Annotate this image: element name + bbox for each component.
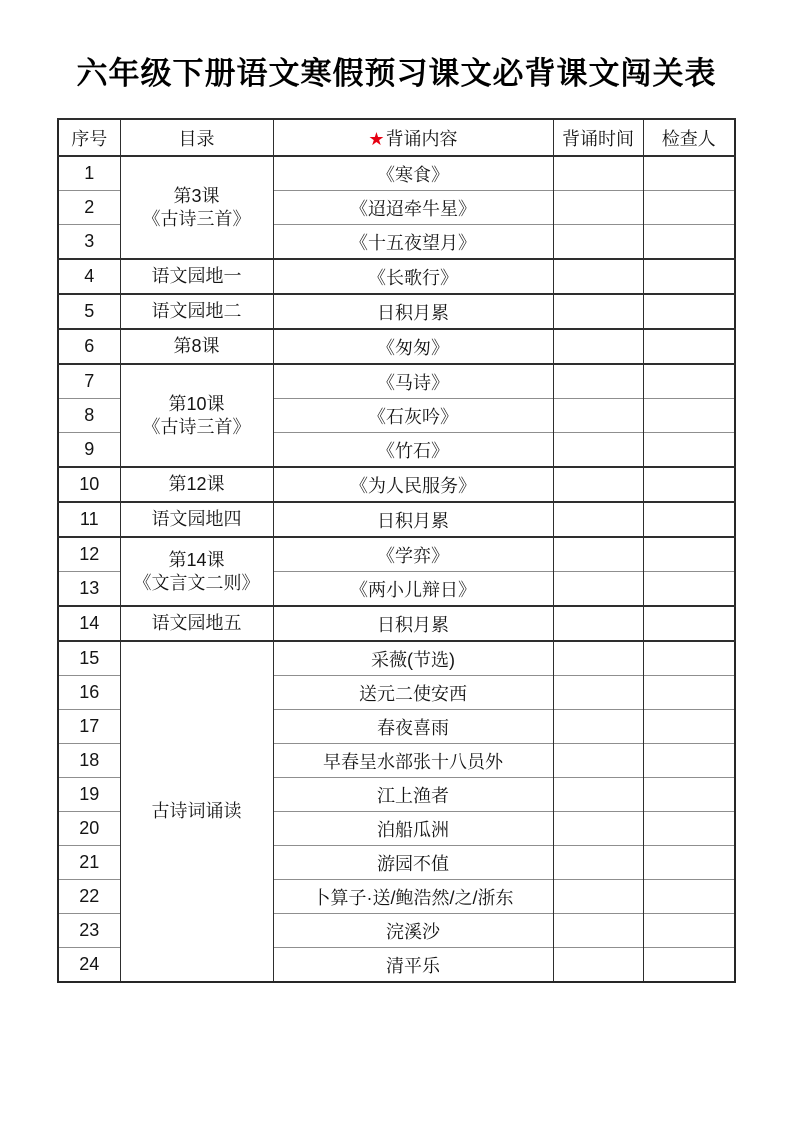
content-cell: 江上渔者 [273, 778, 553, 812]
checker-cell [643, 329, 735, 364]
index-cell: 1 [58, 156, 120, 191]
content-cell: 《为人民服务》 [273, 467, 553, 502]
checker-cell [643, 225, 735, 260]
index-cell: 21 [58, 846, 120, 880]
table-row [58, 294, 735, 329]
index-cell: 12 [58, 537, 120, 572]
time-cell [553, 744, 643, 778]
table-row [58, 259, 735, 294]
content-cell: 游园不值 [273, 846, 553, 880]
time-cell [553, 329, 643, 364]
content-cell: 《学弈》 [273, 537, 553, 572]
time-cell [553, 225, 643, 260]
checker-cell [643, 812, 735, 846]
catalog-line: 语文园地四 [151, 509, 242, 530]
recitation-table [57, 118, 736, 983]
table-row [58, 329, 735, 364]
catalog-cell [120, 467, 273, 502]
time-cell [553, 880, 643, 914]
checker-cell [643, 778, 735, 812]
time-cell [553, 641, 643, 676]
content-cell: 《迢迢牵牛星》 [273, 191, 553, 225]
catalog-cell [120, 294, 273, 329]
catalog-line: 第8课 [173, 336, 220, 357]
table-row [58, 537, 735, 572]
catalog-cell [120, 641, 273, 982]
content-cell: 卜算子·送/鲍浩然/之/浙东 [273, 880, 553, 914]
checker-cell [643, 467, 735, 502]
checker-cell [643, 191, 735, 225]
checker-cell [643, 710, 735, 744]
index-cell: 20 [58, 812, 120, 846]
table-row [58, 156, 735, 191]
checker-cell [643, 744, 735, 778]
checker-cell [643, 502, 735, 537]
header-index: 序号 [58, 119, 120, 156]
time-cell [553, 537, 643, 572]
header-catalog: 目录 [120, 119, 273, 156]
header-time: 背诵时间 [553, 119, 643, 156]
content-cell: 《长歌行》 [273, 259, 553, 294]
time-cell [553, 778, 643, 812]
index-cell: 13 [58, 572, 120, 607]
index-cell: 8 [58, 399, 120, 433]
index-cell: 11 [58, 502, 120, 537]
time-cell [553, 294, 643, 329]
index-cell: 23 [58, 914, 120, 948]
content-cell: 日积月累 [273, 294, 553, 329]
star-icon: ★ [368, 128, 385, 149]
time-cell [553, 433, 643, 468]
time-cell [553, 572, 643, 607]
header-row [58, 119, 735, 156]
checker-cell [643, 880, 735, 914]
catalog-cell [120, 606, 273, 641]
table-body [58, 156, 735, 982]
catalog-line: 第12课 [168, 474, 225, 495]
time-cell [553, 399, 643, 433]
content-cell: 送元二使安西 [273, 676, 553, 710]
time-cell [553, 259, 643, 294]
index-cell: 4 [58, 259, 120, 294]
table-row [58, 606, 735, 641]
catalog-cell [120, 502, 273, 537]
table-header [58, 119, 735, 156]
time-cell [553, 191, 643, 225]
index-cell: 10 [58, 467, 120, 502]
checker-cell [643, 676, 735, 710]
checker-cell [643, 846, 735, 880]
index-cell: 19 [58, 778, 120, 812]
time-cell [553, 846, 643, 880]
checker-cell [643, 537, 735, 572]
index-cell: 3 [58, 225, 120, 260]
content-cell: 早春呈水部张十八员外 [273, 744, 553, 778]
checker-cell [643, 399, 735, 433]
time-cell [553, 364, 643, 399]
index-cell: 2 [58, 191, 120, 225]
time-cell [553, 948, 643, 983]
time-cell [553, 914, 643, 948]
time-cell [553, 606, 643, 641]
content-cell: 日积月累 [273, 502, 553, 537]
catalog-cell [120, 259, 273, 294]
index-cell: 9 [58, 433, 120, 468]
catalog-line: 第10课 [168, 394, 225, 415]
checker-cell [643, 948, 735, 983]
checker-cell [643, 572, 735, 607]
content-cell: 《十五夜望月》 [273, 225, 553, 260]
index-cell: 24 [58, 948, 120, 983]
index-cell: 15 [58, 641, 120, 676]
checker-cell [643, 641, 735, 676]
checker-cell [643, 606, 735, 641]
content-cell: 《石灰吟》 [273, 399, 553, 433]
content-cell: 泊船瓜洲 [273, 812, 553, 846]
time-cell [553, 467, 643, 502]
catalog-line: 语文园地二 [151, 301, 242, 322]
checker-cell [643, 156, 735, 191]
content-cell: 日积月累 [273, 606, 553, 641]
checker-cell [643, 914, 735, 948]
catalog-line: 古诗词诵读 [151, 801, 242, 822]
catalog-cell [120, 537, 273, 606]
checker-cell [643, 259, 735, 294]
time-cell [553, 710, 643, 744]
content-cell: 春夜喜雨 [273, 710, 553, 744]
catalog-line: 语文园地五 [151, 613, 242, 634]
content-cell: 清平乐 [273, 948, 553, 983]
time-cell [553, 156, 643, 191]
table-row [58, 364, 735, 399]
content-cell: 浣溪沙 [273, 914, 553, 948]
table-row [58, 641, 735, 676]
index-cell: 14 [58, 606, 120, 641]
checker-cell [643, 294, 735, 329]
catalog-cell [120, 329, 273, 364]
index-cell: 17 [58, 710, 120, 744]
checker-cell [643, 364, 735, 399]
catalog-line: 第14课 [168, 550, 225, 571]
catalog-line: 《文言文二则》 [133, 572, 260, 593]
content-cell: 《寒食》 [273, 156, 553, 191]
index-cell: 18 [58, 744, 120, 778]
index-cell: 22 [58, 880, 120, 914]
catalog-cell [120, 364, 273, 467]
content-cell: 采薇(节选) [273, 641, 553, 676]
index-cell: 6 [58, 329, 120, 364]
catalog-line: 《古诗三首》 [142, 208, 251, 229]
index-cell: 7 [58, 364, 120, 399]
content-cell: 《匆匆》 [273, 329, 553, 364]
header-content [273, 119, 553, 156]
header-checker: 检查人 [643, 119, 735, 156]
content-cell: 《马诗》 [273, 364, 553, 399]
table-row [58, 467, 735, 502]
time-cell [553, 502, 643, 537]
index-cell: 16 [58, 676, 120, 710]
content-cell: 《竹石》 [273, 433, 553, 468]
catalog-line: 语文园地一 [151, 266, 242, 287]
index-cell: 5 [58, 294, 120, 329]
checker-cell [643, 433, 735, 468]
header-content-label: 背诵内容 [385, 128, 458, 149]
catalog-cell [120, 156, 273, 259]
content-cell: 《两小儿辩日》 [273, 572, 553, 607]
time-cell [553, 676, 643, 710]
page-title: 六年级下册语文寒假预习课文必背课文闯关表 [76, 56, 717, 91]
table-row [58, 502, 735, 537]
time-cell [553, 812, 643, 846]
catalog-line: 第3课 [173, 186, 220, 207]
catalog-line: 《古诗三首》 [142, 416, 251, 437]
